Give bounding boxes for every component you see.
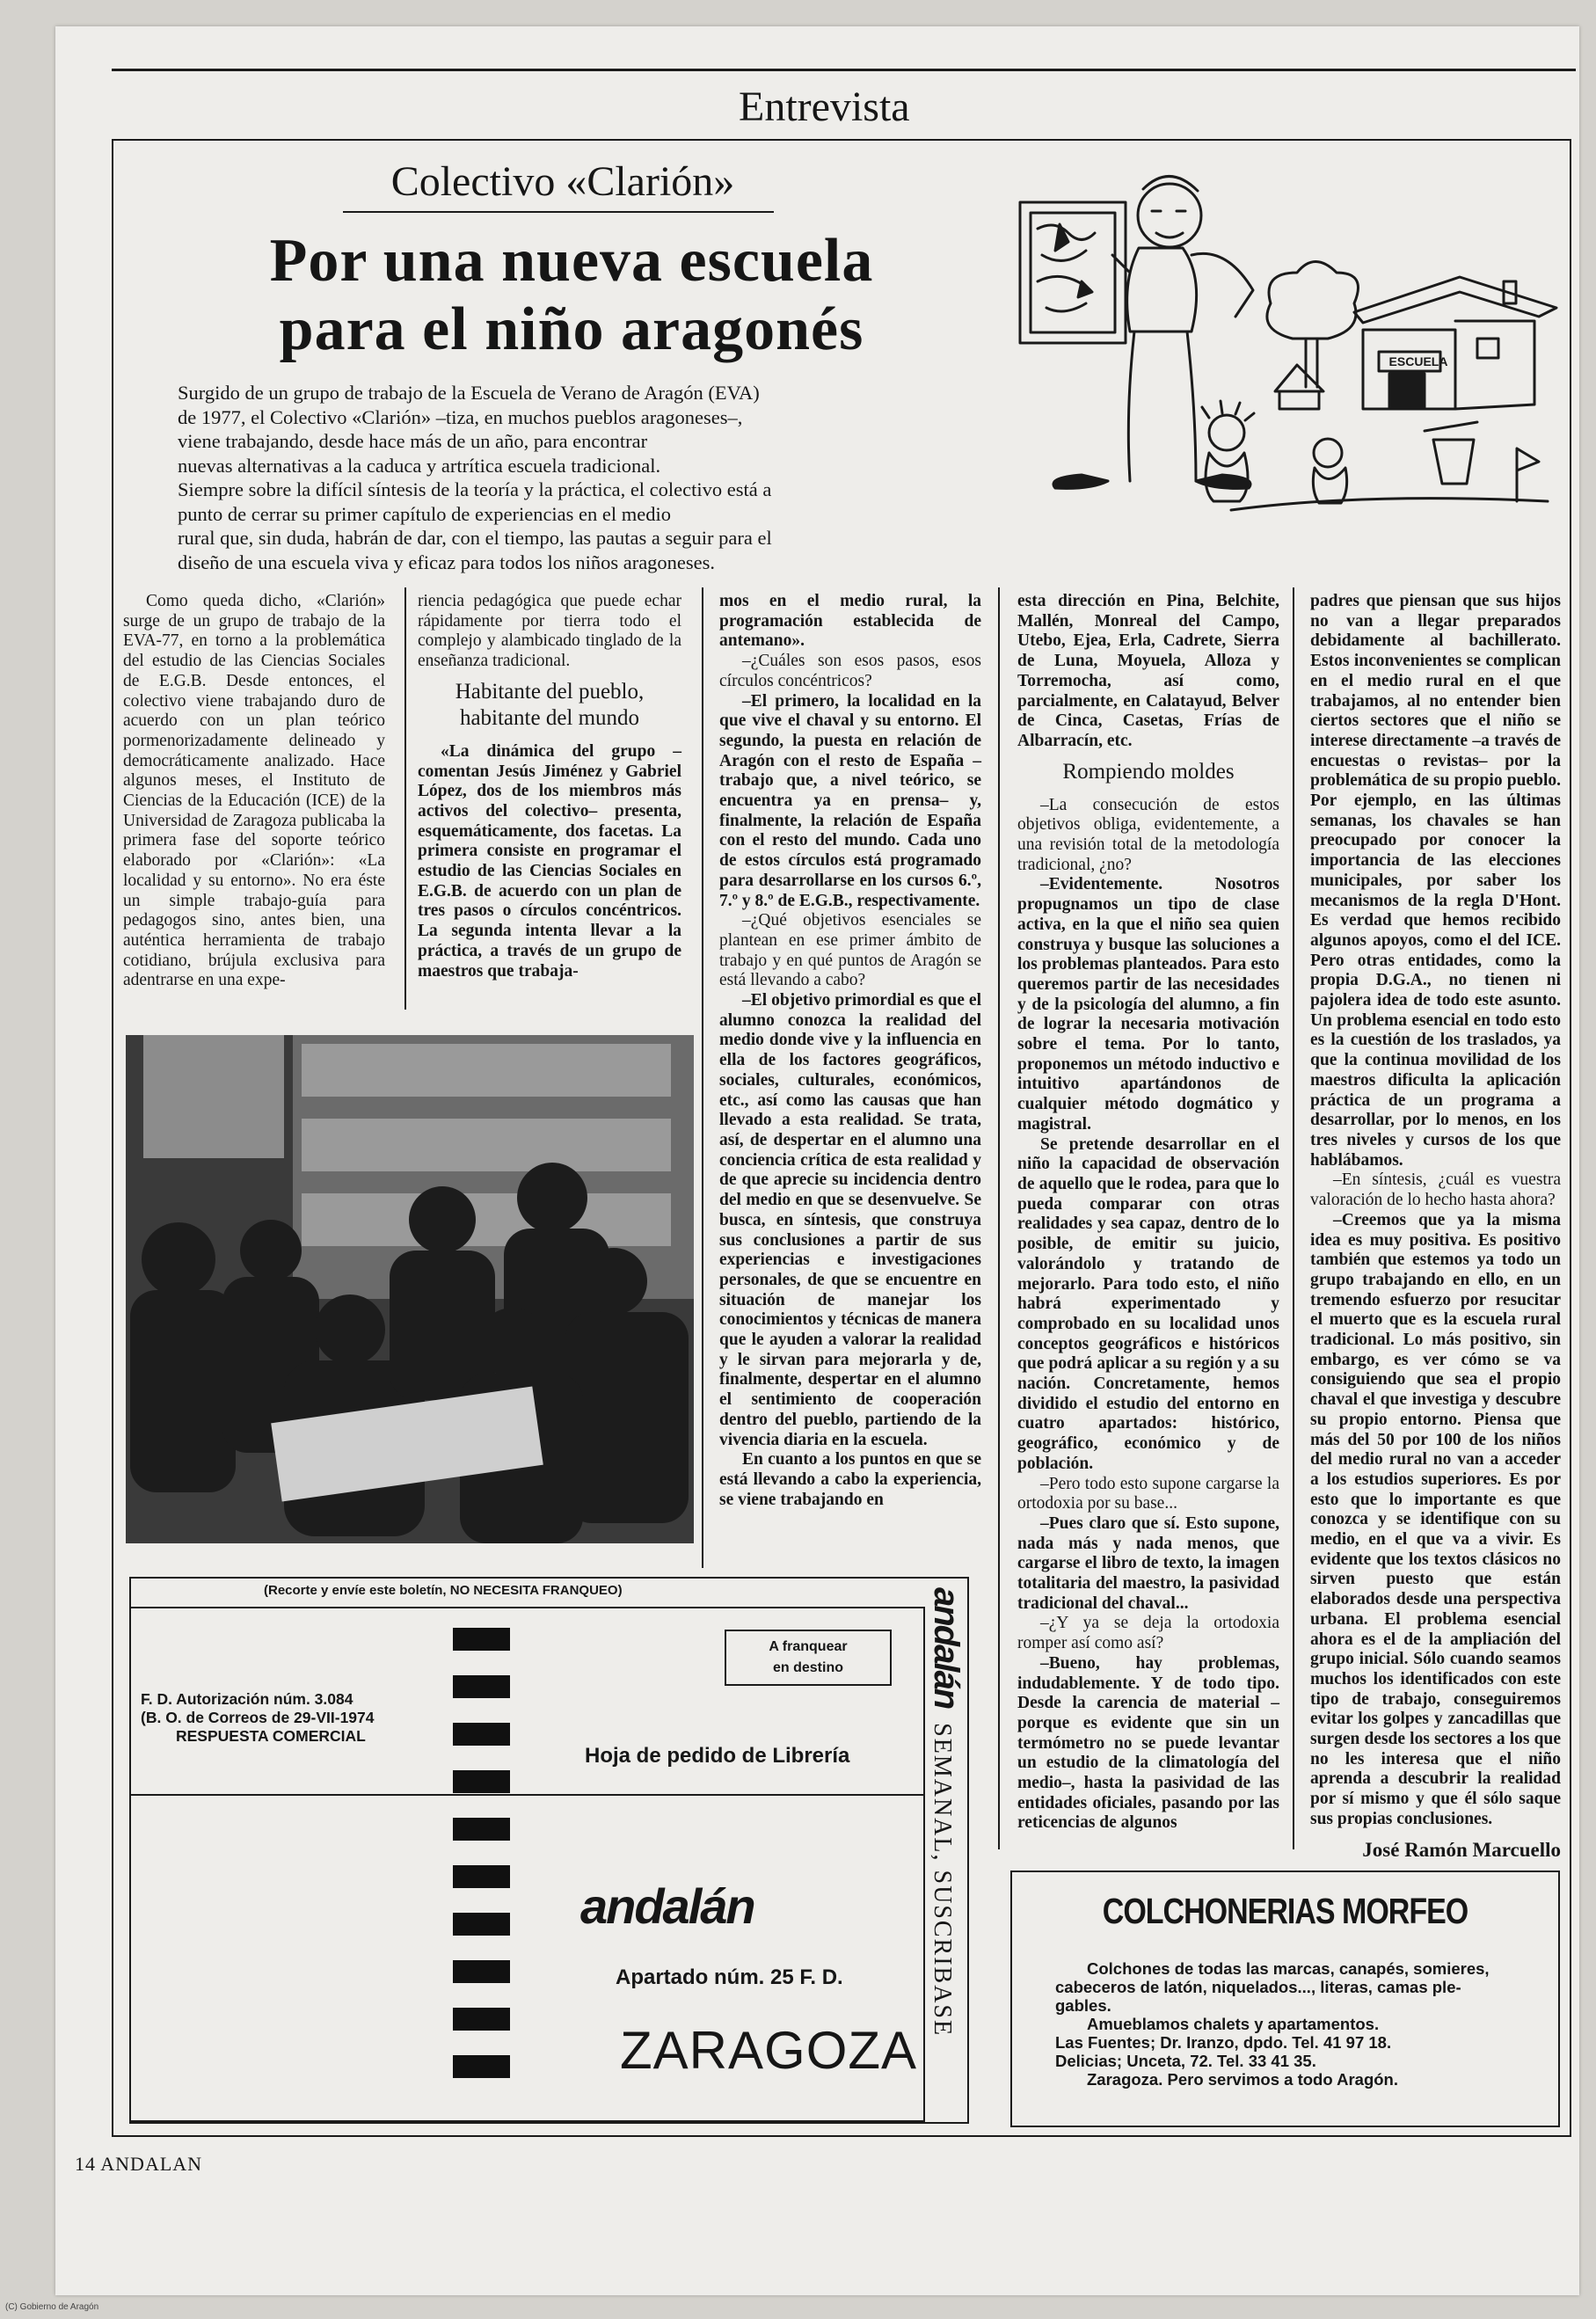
column-divider bbox=[404, 587, 406, 1010]
lead-paragraph bbox=[178, 381, 960, 574]
column-2-text: riencia pedagógica que puede echar rápidamente por tierra todo el complejo y alambicado tinglado de la enseñanza tradicional. bbox=[418, 592, 681, 671]
column-2 bbox=[418, 592, 681, 981]
lead-line: diseño de una escuela viva y eficaz para todos los niños aragoneses. bbox=[178, 551, 716, 573]
teacher-arm bbox=[1192, 253, 1253, 317]
headline bbox=[132, 227, 1011, 364]
board-inner bbox=[1031, 213, 1115, 332]
kicker-rule bbox=[343, 211, 774, 213]
lead-line: rural que, sin duda, habrán de dar, con el tiempo, las pautas a seguir para el bbox=[178, 527, 772, 549]
side-logo: andalán bbox=[927, 1587, 966, 1709]
ad-line: cabeceros de latón, niquelados..., literas, camas ple- bbox=[1055, 1978, 1461, 1996]
ad-line: gables. bbox=[1055, 1996, 1111, 2015]
column-3-text: mos en el medio rural, la programación establecida de antemano». bbox=[719, 592, 981, 651]
child-head bbox=[1209, 415, 1244, 450]
column-2-quote: «La dinámica del grupo –comentan Jesús Jiménez y Gabriel López, dos de los miembros más activos del colectivo– presenta, esquemáticamente, dos facetas. La primera consiste en programar el estudio de las Ciencias Sociales en E.G.B. de acuerdo con un plan de tres pasos o círculos concéntricos. La segunda intenta llevar a la práctica, a través de un grupo de maestros que trabaja- bbox=[418, 741, 681, 981]
teacher-face bbox=[1143, 176, 1198, 237]
window bbox=[143, 1035, 284, 1158]
stamp-line: en destino bbox=[772, 1660, 843, 1675]
answer: –Bueno, hay problemas, indudablemente. Y de todo tipo. Desde la carencia de material –porque es evidente que sin un termómetro no se puede levantar un estudio de la climatología del medio–, hasta la pasividad de las entidades oficiales, pasando por las reticencias de algunos bbox=[1017, 1653, 1279, 1833]
flag bbox=[1517, 448, 1539, 501]
classroom-photo bbox=[126, 1035, 694, 1543]
stamp-box bbox=[725, 1630, 892, 1686]
auth-line: (B. O. de Correos de 29-VII-1974 bbox=[141, 1709, 375, 1726]
stamp-line: A franquear bbox=[769, 1639, 848, 1654]
lead-line: de 1977, el Colectivo «Clarión» –tiza, en muchos pueblos aragoneses–, bbox=[178, 405, 743, 428]
question: –¿Cuáles son esos pasos, esos círculos concéntricos? bbox=[719, 652, 981, 690]
column-divider bbox=[1293, 587, 1294, 1849]
school-door bbox=[1389, 374, 1425, 409]
side-text bbox=[926, 1587, 966, 2037]
column-4 bbox=[1017, 592, 1279, 1834]
lead-line: nuevas alternativas a la caduca y artrítica escuela tradicional. bbox=[178, 454, 661, 477]
answer: –El primero, la localidad en la que vive el chaval y su entorno. El segundo, la puesta en relación de Aragón con el resto de España –trabajo que, a nivel teórico, se encuentra ya en prensa– y, finalmente, la relación de España con el resto del mundo. Cada uno de estos círculos está programado para desarrollarse en los cursos 6.º, 7.º y 8.º de E.G.B., respectivamente. bbox=[719, 691, 981, 910]
teacher-legs bbox=[1128, 332, 1196, 481]
ad-line: Zaragoza. Pero servimos a todo Aragón. bbox=[1087, 2070, 1398, 2089]
column-4-text: esta dirección en Pina, Belchite, Mallén, Monreal del Campo, Utebo, Ejea, Erla, Cadrete, Sierra de Luna, Moyuela, Alloza y Torremocha, así como, parcialmente, en Calatayud, Belver de Cinca, Casetas, Frías de Albarracín, etc. bbox=[1017, 592, 1279, 750]
section-title: Entrevista bbox=[739, 84, 910, 130]
answer: En cuanto a los puntos en que se está llevando a cabo la experiencia, se viene trabajando en bbox=[719, 1450, 981, 1509]
book-rows bbox=[302, 1044, 671, 1246]
andalan-logo: andalán bbox=[580, 1878, 754, 1934]
cut-line bbox=[453, 1628, 510, 2103]
answer: –Pues claro que sí. Esto supone, nada más y nada menos, que cargarse el libro de texto, la imagen totalitaria del maestro, la pasividad tradicional del chaval... bbox=[1017, 1513, 1279, 1613]
byline: José Ramón Marcuello bbox=[1362, 1838, 1561, 1861]
headline-line-2: para el niño aragonés bbox=[279, 295, 864, 363]
lead-line: Siempre sobre la difícil síntesis de la teoría y la práctica, el colectivo está a bbox=[178, 478, 772, 500]
ad-line: Las Fuentes; Dr. Iranzo, dpdo. Tel. 41 97 18. bbox=[1055, 2033, 1392, 2052]
apartado: Apartado núm. 25 F. D. bbox=[616, 1965, 843, 1989]
question: –¿Y ya se deja la ortodoxia romper así como así? bbox=[1017, 1614, 1279, 1653]
bucket bbox=[1425, 422, 1477, 484]
answer: –El objetivo primordial es que el alumno conozca la realidad del medio donde vive y la influencia en ella de los factores geográficos, sociales, culturales, económicos, etc., así como las causas que han llevado a esta realidad. Se trata, así, de despertar en el alumno una conciencia crítica de esta realidad y de que aprecie su incidencia dentro del medio en que se desenvuelve. Se busca, en síntesis, que construya sus conclusiones a partir de sus experiencias e investigaciones personales, de que se encuentre en situación de manejar los conocimientos y técnicas de manera que le ayuden a valorar la realidad y le sirvan para mejorarla y de, finalmente, despertar en el alumno el sentimiento de cooperación dentro del pueblo, partiendo de la vivencia diaria en la escuela. bbox=[719, 991, 981, 1449]
kicker: Colectivo «Clarión» bbox=[390, 158, 735, 205]
side-subscribe: SEMANAL, SUSCRIBASE bbox=[929, 1723, 956, 2038]
lead-line: viene trabajando, desde hace más de un año, para encontrar bbox=[178, 430, 648, 452]
order-sheet-title: Hoja de pedido de Librería bbox=[585, 1744, 850, 1768]
ad-line: Amueblamos chalets y apartamentos. bbox=[1087, 2015, 1380, 2033]
cartoon-illustration bbox=[1011, 149, 1565, 572]
question: –¿Qué objetivos esenciales se plantean en ese primer ámbito de trabajo y en qué puntos de Aragón se está llevando a cabo? bbox=[719, 911, 981, 990]
column-1 bbox=[123, 592, 385, 991]
question: –En síntesis, ¿cuál es vuestra valoración de lo hecho hasta ahora? bbox=[1310, 1170, 1561, 1210]
headline-line-1: Por una nueva escuela bbox=[269, 227, 874, 295]
coupon-note: (Recorte y envíe este boletín, NO NECESITA FRANQUEO) bbox=[264, 1583, 623, 1598]
child-hair bbox=[1202, 401, 1254, 420]
ad-title: COLCHONERIAS MORFEO bbox=[1102, 1892, 1468, 1932]
image-credit: (C) Gobierno de Aragón bbox=[5, 2302, 99, 2312]
school-roof bbox=[1354, 277, 1556, 323]
column-5 bbox=[1310, 592, 1561, 1860]
school-sign: ESCUELA bbox=[1388, 354, 1448, 368]
ground-line bbox=[1231, 499, 1548, 510]
answer: –Evidentemente. Nosotros propugnamos un tipo de clase activa, en la que el niño sea quien construya y busque las soluciones a los problemas planteados. Para esto queremos partir de las necesidades y de la psicología del alumno, a fin de lograr la necesaria motivación sobre el tema. Por lo tanto, proponemos un método inductivo e intuitivo apartándonos de cualquier método dogmático y magistral. bbox=[1017, 875, 1279, 1134]
column-divider bbox=[702, 587, 703, 1568]
tree-crown bbox=[1267, 262, 1359, 339]
child2-body bbox=[1313, 468, 1346, 503]
city: ZARAGOZA bbox=[620, 2021, 918, 2080]
teacher-shoes bbox=[1053, 475, 1250, 488]
postal-authorization bbox=[141, 1690, 440, 1746]
ad-line: Delicias; Unceta, 72. Tel. 33 41 35. bbox=[1055, 2052, 1316, 2070]
auth-line: RESPUESTA COMERCIAL bbox=[176, 1727, 366, 1745]
subheading-line: habitante del mundo bbox=[459, 705, 640, 730]
school-side bbox=[1455, 321, 1534, 409]
subheading-line: Habitante del pueblo, bbox=[455, 679, 645, 704]
question: –Pero todo esto supone cargarse la ortodoxia por su base... bbox=[1017, 1474, 1279, 1513]
column-3 bbox=[719, 592, 981, 1510]
side-strip bbox=[926, 1587, 966, 2115]
answer: Se pretende desarrollar en el niño la capacidad de observación de aquello que le rodea, para que lo pueda comparar con otras realidades y sea capaz, dentro de lo posible, de emitir su juicio, valorándolo y tratando de mejorarlo. Para todo esto, el niño habrá experimentado y comprobado en su localidad unos conceptos geográficos e históricos que podrá aplicar a su región y a su nación. Concretamente, hemos dividido el estudio del entorno en cuatro apartados: histórico, geográfico, económico y de población. bbox=[1017, 1134, 1279, 1473]
teacher-body bbox=[1127, 248, 1197, 332]
page-footer: 14 ANDALAN bbox=[75, 2153, 203, 2175]
child2-head bbox=[1314, 439, 1342, 467]
auth-line: F. D. Autorización núm. 3.084 bbox=[141, 1690, 353, 1708]
drawing-board bbox=[1020, 202, 1126, 343]
column-5-text: padres que piensan que sus hijos no van a llegar preparados debidamente al bachillerato. Estos inconvenientes se complican en el medio rural en el que trabajamos, al no entender bien ciertos sectores que el niño se interese directamente –a través de encuestas o revistas– por la problemática de su propio pueblo. Por ejemplo, en las últimas semanas, los chavales se han preocupado por conocer la importancia de las elecciones municipales, por saber los mecanismos de la regla D'Hont. Es verdad que hemos recibido algunos apoyos, como el del ICE. Pero otras entidades, como la propia D.G.A., no tienen ni pajolera idea de todo este asunto. Un problema esencial en todo esto es la cuestión de los traslados, ya que la continua movilidad de los maestros dificulta la aplicación práctica de un programa a desarrollar, por lo menos, en los tres niveles y cursos de los que hablábamos. bbox=[1310, 592, 1561, 1170]
question: –La consecución de estos objetivos obliga, evidentemente, a una revisión total de la metodología tradicional, ¿no? bbox=[1017, 795, 1279, 874]
lead-line: Surgido de un grupo de trabajo de la Escuela de Verano de Aragón (EVA) bbox=[178, 382, 760, 404]
column-1-text: Como queda dicho, «Clarión» surge de un grupo de trabajo de la EVA-77, en torno a la problemática del estudio de las Ciencias Sociales de E.G.B. Desde entonces, el colectivo viene trabajando duro de acuerdo con un plan teórico pormenorizadamente delineado y democráticamente analizado. Hace algunos meses, el Instituto de Ciencias de la Educación (ICE) de la Universidad de Zaragoza publicaba la primera fase del soporte teórico elaborado por «Clarión»: «La localidad y su entorno». No era éste un simple trabajo-guía para pedagogos sino, antes bien, una auténtica herramienta de trabajo cotidiano, brújula exclusiva para adentrarse en una expe- bbox=[123, 592, 385, 990]
subheading-habitante bbox=[418, 679, 681, 732]
answer: –Creemos que ya la misma idea es muy positiva. Es positivo también que estemos ya todo un grupo trabajando en ello, en un tremendo esfuerzo por resucitar el muerto que es la escuela rural tradicional. Lo más positivo, sin embargo, es ver cómo se va consiguiendo que sea el propio chaval el que investiga y descubre su propio entorno. Piensa que más del 50 por 100 de los niños del medio rural no van a acceder a los estudios superiores. Es por esto que lo importante es que conozca y se identifique con su medio, en el que va a vivir. Es evidente que los textos clásicos no sirven puesto que están elaborados desde una perspectiva urbana. El problema esencial ahora es el de la ampliación del grupo inicial. Sólo cuando seamos muchos los identificados con este tipo de trabajo, conseguiremos evitar los golpes y zancadillas que surgen desde los sectores a los que no les interesa que el niño aprenda a descubrir la realidad por sí mismo y que él sólo saque sus propias conclusiones. bbox=[1310, 1210, 1561, 1828]
ad-body bbox=[1055, 1959, 1548, 2089]
top-rule bbox=[112, 69, 1576, 71]
lead-line: punto de cerrar su primer capítulo de experiencias en el medio bbox=[178, 502, 672, 525]
column-divider bbox=[998, 587, 1000, 1849]
subheading-rompiendo: Rompiendo moldes bbox=[1062, 759, 1235, 784]
school-window bbox=[1477, 339, 1498, 358]
coupon-divider bbox=[129, 1794, 925, 1796]
ad-line: Colchones de todas las marcas, canapés, somieres, bbox=[1087, 1959, 1490, 1978]
